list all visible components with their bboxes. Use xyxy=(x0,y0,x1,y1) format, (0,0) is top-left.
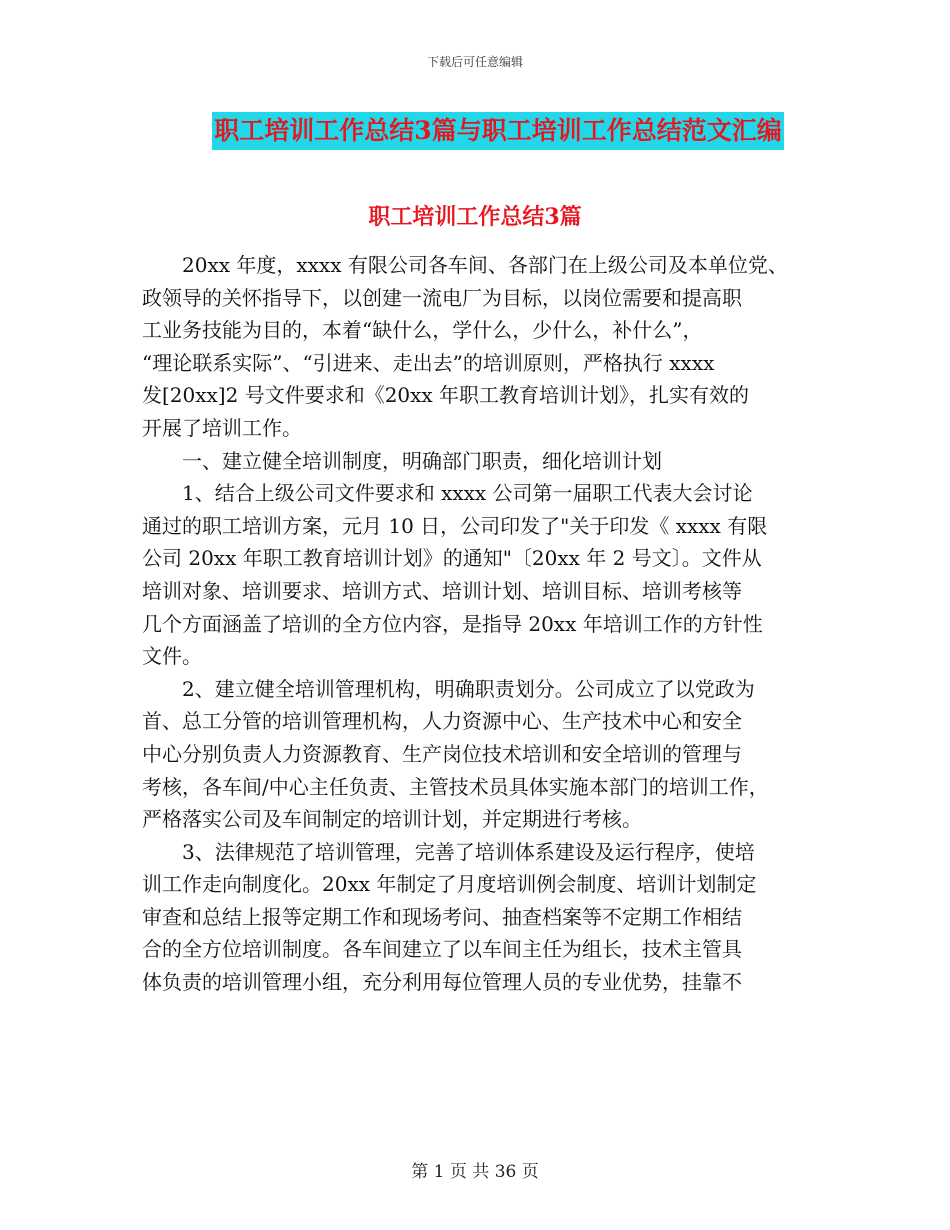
text-line: 考核，各车间/中心主任负责、主管技术员具体实施本部门的培训工作， xyxy=(142,774,769,799)
text-line: 2、建立健全培训管理机构，明确职责划分。公司成立了以党政为 xyxy=(182,676,755,701)
text-line: 发[20xx]2 号文件要求和《20xx 年职工教育培训计划》，扎实有效的 xyxy=(142,383,750,408)
document-main-title: 职工培训工作总结3篇与职工培训工作总结范文汇编 xyxy=(212,112,783,150)
text-line: 训工作走向制度化。20xx 年制定了月度培训例会制度、培训计划制定 xyxy=(142,872,757,897)
text-line: 通过的职工培训方案，元月 10 日，公司印发了"关于印发《 xxxx 有限 xyxy=(142,513,768,538)
paragraph-item-2 xyxy=(142,673,812,836)
text-line: “理论联系实际”、“引进来、走出去”的培训原则，严格执行 xxxx xyxy=(142,350,715,375)
paragraph-item-3 xyxy=(142,836,812,999)
text-line: 中心分别负责人力资源教育、生产岗位技术培训和安全培训的管理与 xyxy=(142,741,742,766)
text-line: 工业务技能为目的，本着“缺什么，学什么，少什么，补什么”， xyxy=(142,318,703,343)
text-line: 政领导的关怀指导下，以创建一流电厂为目标，以岗位需要和提高职 xyxy=(142,285,742,310)
paragraph-item-1 xyxy=(142,477,812,673)
text-line: 开展了培训工作。 xyxy=(142,415,302,440)
text-line: 几个方面涵盖了培训的全方位内容，是指导 20xx 年培训工作的方针性 xyxy=(142,611,763,636)
text-line: 合的全方位培训制度。各车间建立了以车间主任为组长，技术主管具 xyxy=(142,937,742,962)
text-line: 培训对象、培训要求、培训方式、培训计划、培训目标、培训考核等 xyxy=(142,578,742,603)
text-line: 一、建立健全培训制度，明确部门职责，细化培训计划 xyxy=(182,448,662,473)
text-line: 1、结合上级公司文件要求和 xxxx 公司第一届职工代表大会讨论 xyxy=(182,481,753,506)
text-line: 严格落实公司及车间制定的培训计划，并定期进行考核。 xyxy=(142,807,642,832)
text-line: 20xx 年度，xxxx 有限公司各车间、各部门在上级公司及本单位党、 xyxy=(182,253,788,277)
text-line: 文件。 xyxy=(142,644,202,669)
paragraph-heading-1 xyxy=(142,445,812,478)
text-line: 公司 20xx 年职工教育培训计划》的通知"〔20xx 年 2 号文〕。文件从 xyxy=(142,546,762,571)
header-note: 下载后可任意编辑 xyxy=(426,55,523,69)
text-line: 3、法律规范了培训管理，完善了培训体系建设及运行程序，使培 xyxy=(182,839,755,864)
text-line: 首、总工分管的培训管理机构，人力资源中心、生产技术中心和安全 xyxy=(142,709,742,734)
section-title: 职工培训工作总结3篇 xyxy=(368,204,582,230)
document-body xyxy=(142,249,812,999)
page-number-footer: 第 1 页 共 36 页 xyxy=(411,1162,539,1182)
paragraph-intro xyxy=(142,249,812,445)
main-title-container xyxy=(0,112,950,150)
text-line: 体负责的培训管理小组，充分利用每位管理人员的专业优势，挂靠不 xyxy=(142,970,742,995)
text-line: 审查和总结上报等定期工作和现场考问、抽查档案等不定期工作相结 xyxy=(142,904,742,929)
